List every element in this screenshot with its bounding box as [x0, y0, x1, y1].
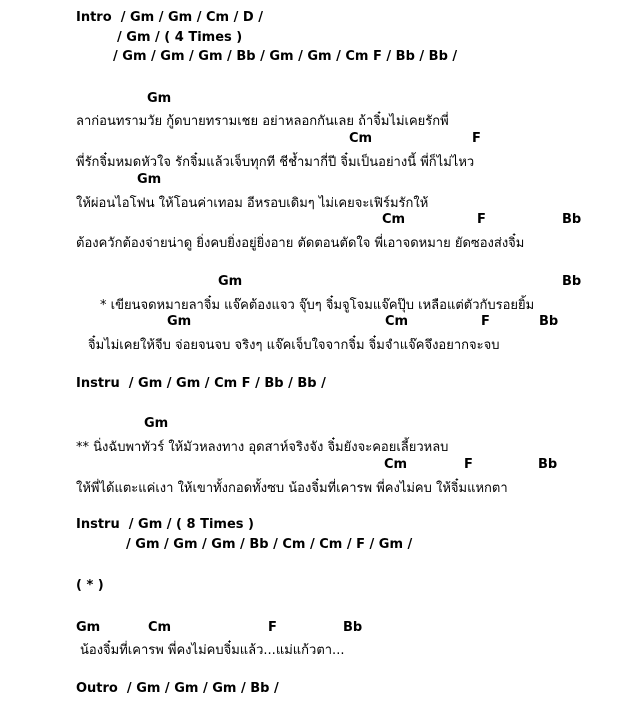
chord-label: F	[477, 212, 486, 227]
chord-label: Bb	[562, 274, 582, 289]
intro-repeat-line: / Gm / ( 4 Times )	[117, 30, 243, 45]
chord-label: Cm	[382, 212, 406, 227]
intro-progression-line: / Gm / Gm / Gm / Bb / Gm / Gm / Cm F / Bb / Bb /	[113, 49, 458, 64]
lyric-line: ** นิ่งฉับพาทัวร์ ให้มัวหลงทาง อุดสาห์จริงจัง จิ๋มยังจะคอยเลี้ยวหลบ	[76, 440, 449, 455]
chord-label: Cm	[385, 314, 409, 329]
chord-label: Gm	[76, 620, 101, 635]
lyric-line: ให้ผ่อนไอโฟน ให้โอนค่าเทอม อีหรอบเดิมๆ ไม่เคยจะเฟิร์มรักให้	[76, 196, 429, 211]
chord-label: Bb	[539, 314, 559, 329]
lyric-line: ต้องควักต้องจ่ายน่าดู ยิ่งคบยิ่งอยู่ยิ่งอาย ตัดตอนตัดใจ พี่เอาจดหมาย ยัดซองส่งจิ๋ม	[76, 236, 525, 251]
chord-label: Gm	[147, 91, 172, 106]
chord-label: F	[472, 131, 481, 146]
chord-label: Cm	[384, 457, 408, 472]
chord-label: Gm	[137, 172, 162, 187]
chord-label: F	[481, 314, 490, 329]
chord-label: F	[464, 457, 473, 472]
lyric-line: ลาก่อนทรามวัย กู้ดบายทรามเชย อย่าหลอกกันเลย ถ้าจิ๋มไม่เคยรักพี่	[76, 114, 449, 129]
chord-label: Bb	[562, 212, 582, 227]
outro-line: Outro / Gm / Gm / Gm / Bb /	[76, 681, 279, 696]
chord-label: F	[268, 620, 277, 635]
lyric-line: ให้พี่ได้แตะแค่เงา ให้เขาทั้งกอดทั้งซบ น้องจิ๋มที่เคารพ พี่คงไม่คบ ให้จิ๋มแหกตา	[76, 481, 508, 496]
lyric-line: พี่รักจิ๋มหมดหัวใจ รักจิ๋มแล้วเจ็บทุกที ชีช้ำมากี่ปี จิ๋มเป็นอย่างนี้ พี่ก็ไม่ไหว	[76, 155, 475, 170]
lyric-line: จิ๋มไม่เคยให้จีบ จ่อยจนจบ จริงๆ แจ๊คเจ็บใจจากจิ๋ม จิ๋มจำแจ๊คจึงอยากจะจบ	[88, 338, 500, 353]
chord-label: Gm	[218, 274, 243, 289]
instru-line: Instru / Gm / ( 8 Times )	[76, 517, 254, 532]
chord-label: Cm	[148, 620, 172, 635]
chord-label: Bb	[538, 457, 558, 472]
lyric-line: น้องจิ๋มที่เคารพ พี่คงไม่คบจิ๋มแล้ว...แม่แก้วตา...	[80, 643, 345, 658]
instru-progression-line: / Gm / Gm / Gm / Bb / Cm / Cm / F / Gm /	[126, 537, 413, 552]
repeat-marker: ( * )	[76, 578, 104, 593]
instru-line: Instru / Gm / Gm / Cm F / Bb / Bb /	[76, 376, 326, 391]
chord-label: Bb	[343, 620, 363, 635]
chord-label: Gm	[167, 314, 192, 329]
lyric-line: * เขียนจดหมายลาจิ๋ม แจ๊คต้องแจว จุ๊บๆ จิ๋มจูโจมแจ๊คปุ๊บ เหลือแต่ตัวกับรอยยิ้ม	[100, 298, 535, 313]
intro-line: Intro / Gm / Gm / Cm / D /	[76, 10, 263, 25]
chord-label: Cm	[349, 131, 373, 146]
chord-label: Gm	[144, 416, 169, 431]
